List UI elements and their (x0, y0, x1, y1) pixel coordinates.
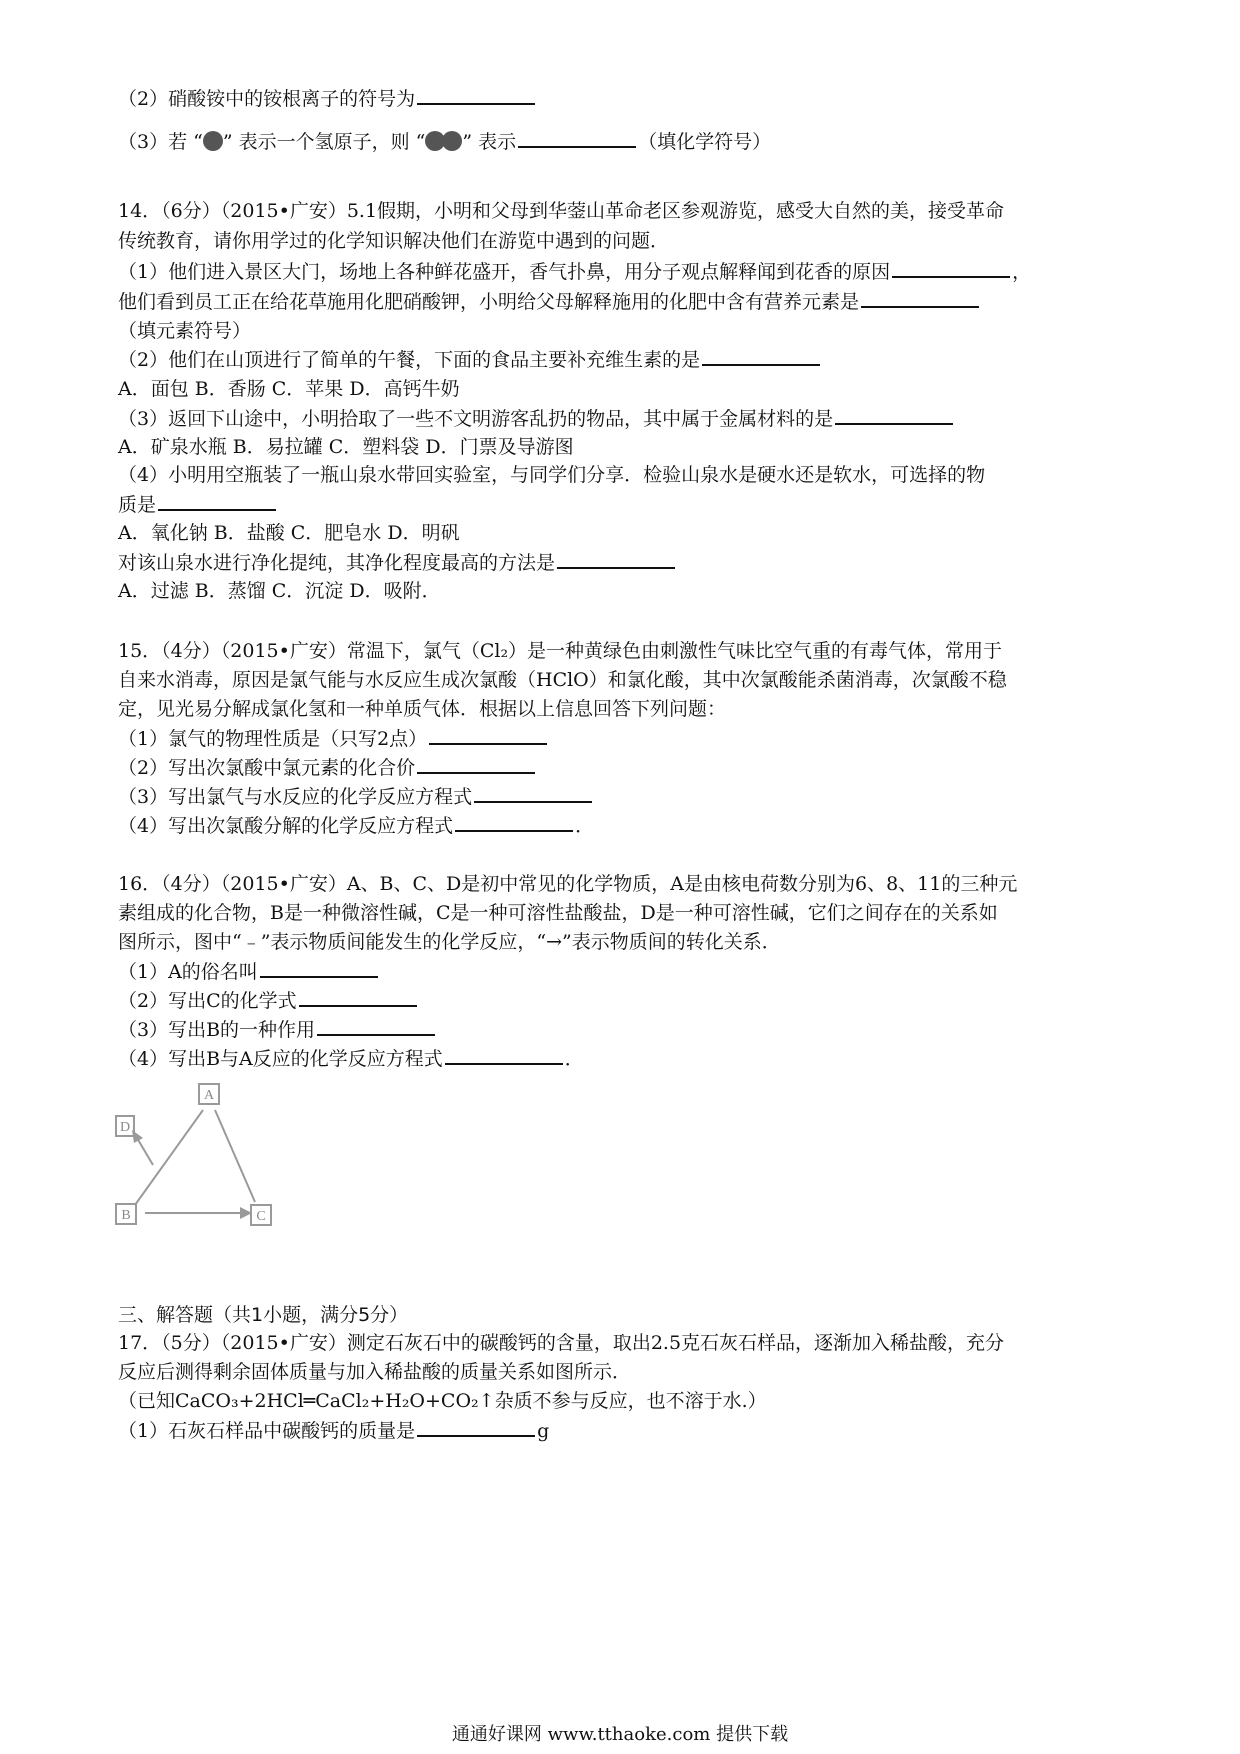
node-a-label: A (203, 1088, 215, 1103)
q14-part4a: （4）小明用空瓶装了一瓶山泉水带回实验室，与同学们分享．检验山泉水是硬水还是软水，可选择的物 (118, 464, 986, 486)
answer-blank[interactable] (474, 783, 592, 803)
answer-blank[interactable] (892, 258, 1010, 278)
q16-part3: （3）写出B的一种作用 (118, 1016, 437, 1043)
q15-part1: （1）氯气的物理性质是（只写2点） (118, 725, 549, 752)
answer-blank[interactable] (835, 405, 953, 425)
q16-part4: （4）写出B与A反应的化学反应方程式 ． (118, 1045, 584, 1072)
answer-blank[interactable] (417, 1417, 535, 1437)
q14-part1c: （填元素符号） (118, 320, 252, 342)
arrow-b-d (137, 1138, 153, 1165)
answer-blank[interactable] (702, 346, 820, 366)
q14-part1a: （1）他们进入景区大门，场地上各种鲜花盛开，香气扑鼻，用分子观点解释闻到花香的原因 ， (118, 258, 1031, 285)
hydrogen-atom-icon (203, 131, 223, 151)
answer-blank[interactable] (557, 549, 675, 569)
node-d-label: D (119, 1120, 131, 1135)
answer-blank[interactable] (299, 987, 417, 1007)
q15-stem-line3: 定，见光易分解成氯化氢和一种单质气体．根据以上信息回答下列问题： (118, 698, 727, 720)
q14-part4-options: A．氧化钠 B．盐酸 C．肥皂水 D．明矾 (118, 522, 460, 544)
q17-stem-line2: 反应后测得剩余固体质量与加入稀盐酸的质量关系如图所示． (118, 1361, 632, 1383)
q17-stem-line1: 17．（5分）（2015•广安）测定石灰石中的碳酸钙的含量，取出2.5克石灰石样品，逐渐加入稀盐酸，充分 (118, 1332, 1005, 1354)
q14-part3: （3）返回下山途中，小明拾取了一些不文明游客乱扔的物品，其中属于金属材料的是 (118, 405, 955, 432)
q15-stem-line1: 15．（4分）（2015•广安）常温下，氯气（Cl₂）是一种黄绿色由刺激性气味比空气重的有毒气体，常用于 (118, 640, 1003, 662)
q15-part3: （3）写出氯气与水反应的化学反应方程式 (118, 783, 594, 810)
reaction-diagram (115, 1080, 295, 1240)
q14-part5: 对该山泉水进行净化提纯，其净化程度最高的方法是 (118, 549, 677, 576)
answer-blank[interactable] (861, 288, 979, 308)
q17-equation: （已知CaCO₃+2HCl═CaCl₂+H₂O+CO₂↑杂质不参与反应，也不溶于水.） (118, 1390, 767, 1412)
hydrogen-atom-icon (442, 131, 462, 151)
q14-part2: （2）他们在山顶进行了简单的午餐，下面的食品主要补充维生素的是 (118, 346, 822, 373)
node-b-label: B (121, 1208, 131, 1223)
answer-blank[interactable] (317, 1016, 435, 1036)
answer-blank[interactable] (455, 812, 573, 832)
q13-part2: （2）硝酸铵中的铵根离子的符号为 (118, 85, 537, 112)
q16-stem-line2: 素组成的化合物，B是一种微溶性碱，C是一种可溶性盐酸盐，D是一种可溶性碱，它们之间存在的关系如 (118, 902, 998, 924)
q14-part5-options: A．过滤 B．蒸馏 C．沉淀 D．吸附． (118, 580, 441, 602)
q14-part1b: 他们看到员工正在给花草施用化肥硝酸钾，小明给父母解释施用的化肥中含有营养元素是 (118, 288, 981, 315)
q15-part2: （2）写出次氯酸中氯元素的化合价 (118, 754, 537, 781)
edge-a-b (135, 1110, 203, 1205)
section-title: 三、解答题（共1小题，满分5分） (118, 1304, 409, 1326)
q17-part1: （1）石灰石样品中碳酸钙的质量是 g (118, 1417, 549, 1444)
q15-stem-line2: 自来水消毒，原因是氯气能与水反应生成次氯酸（HClO）和氯化酸，其中次氯酸能杀菌消毒，次氯酸不稳 (118, 669, 1007, 691)
answer-blank[interactable] (417, 754, 535, 774)
q13-part3: （3）若 “ ” 表示一个氢原子，则 “ ” 表示 （填化学符号） (118, 128, 771, 155)
q16-stem-line1: 16．（4分）（2015•广安）A、B、C、D是初中常见的化学物质，A是由核电荷数分别为6、8、11的三种元 (118, 873, 1018, 895)
q14-part3-options: A．矿泉水瓶 B．易拉罐 C．塑料袋 D．门票及导游图 (118, 436, 574, 458)
q14-stem-line2: 传统教育，请你用学过的化学知识解决他们在游览中遇到的问题． (118, 230, 670, 252)
q15-part4: （4）写出次氯酸分解的化学反应方程式 ． (118, 812, 594, 839)
answer-blank[interactable] (260, 958, 378, 978)
q14-part2-options: A．面包 B．香肠 C．苹果 D．高钙牛奶 (118, 378, 460, 400)
answer-blank[interactable] (417, 85, 535, 105)
page-footer: 通通好课网 www.tthaoke.com 提供下载 (451, 1724, 789, 1745)
node-c-label: C (256, 1209, 266, 1224)
q16-part1: （1）A的俗名叫 (118, 958, 380, 985)
answer-blank[interactable] (445, 1045, 563, 1065)
answer-blank[interactable] (518, 128, 636, 148)
q14-stem-line1: 14．（6分）（2015•广安）5.1假期，小明和父母到华蓥山革命老区参观游览，感受大自然的美，接受革命 (118, 200, 1005, 222)
q14-part4b: 质是 (118, 491, 278, 518)
answer-blank[interactable] (429, 725, 547, 745)
edge-a-c (215, 1110, 255, 1202)
q16-stem-line3: 图所示，图中“﹣”表示物质间能发生的化学反应，“→”表示物质间的转化关系． (118, 931, 781, 953)
answer-blank[interactable] (158, 491, 276, 511)
q16-part2: （2）写出C的化学式 (118, 987, 419, 1014)
